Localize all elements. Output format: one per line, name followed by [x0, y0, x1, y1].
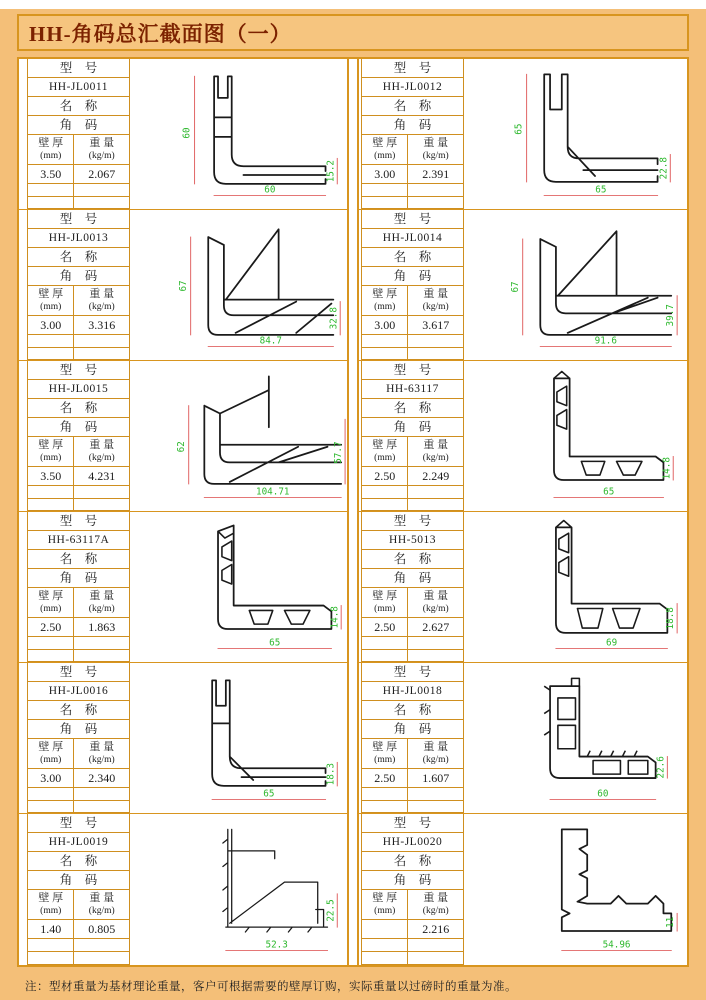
empty-row — [28, 348, 129, 359]
spec-table — [27, 59, 130, 209]
model-value: HH-63117A — [28, 531, 129, 550]
empty-row — [28, 952, 129, 964]
model-value: HH-JL0013 — [28, 229, 129, 248]
dim-bottom: 65 — [603, 486, 615, 498]
values-row — [28, 467, 129, 486]
profile-drawing — [466, 210, 683, 359]
spec-table — [27, 814, 130, 965]
dim-right: 22.8 — [658, 157, 670, 180]
empty-row — [28, 788, 129, 801]
model-header: 型 号 — [362, 59, 463, 78]
name-value: 角 码 — [362, 267, 463, 286]
model-value: HH-JL0012 — [362, 78, 463, 97]
weight-value: 2.391 — [422, 167, 450, 181]
empty-row — [28, 486, 129, 499]
thickness-header: 壁 厚 (mm) — [28, 135, 74, 164]
name-value: 角 码 — [362, 569, 463, 588]
dim-bottom: 65 — [269, 637, 281, 649]
model-value: HH-JL0020 — [362, 833, 463, 852]
profile-cell — [19, 59, 353, 210]
weight-header: 重 量 (kg/m) — [422, 137, 449, 161]
units-row — [28, 739, 129, 769]
top-margin-strip — [0, 0, 706, 9]
values-row — [28, 618, 129, 637]
empty-row — [28, 801, 129, 812]
thickness-header: 壁 厚 (mm) — [28, 588, 74, 617]
model-header: 型 号 — [28, 663, 129, 682]
weight-header: 重 量 (kg/m) — [422, 439, 449, 463]
values-row — [362, 769, 463, 788]
thickness-header: 壁 厚 (mm) — [362, 135, 408, 164]
weight-value: 0.805 — [88, 922, 116, 936]
empty-row — [362, 952, 463, 964]
weight-value: 2.216 — [422, 922, 450, 936]
units-row — [28, 286, 129, 316]
values-row — [362, 920, 463, 939]
empty-row — [28, 637, 129, 650]
model-header: 型 号 — [28, 814, 129, 833]
empty-row — [362, 486, 463, 499]
thickness-header: 壁 厚 (mm) — [28, 286, 74, 315]
weight-header: 重 量 (kg/m) — [422, 892, 449, 916]
dim-left: 67 — [509, 281, 521, 293]
thickness-header: 壁 厚 (mm) — [362, 588, 408, 617]
empty-row — [362, 499, 463, 510]
profile-cell — [353, 663, 687, 814]
weight-header: 重 量 (kg/m) — [88, 439, 115, 463]
model-header: 型 号 — [362, 814, 463, 833]
name-header: 名 称 — [28, 550, 129, 569]
empty-row — [28, 197, 129, 208]
spec-table — [361, 361, 464, 511]
empty-row — [362, 788, 463, 801]
dim-bottom: 52.3 — [265, 939, 288, 951]
thickness-header: 壁 厚 (mm) — [362, 739, 408, 768]
empty-row — [28, 335, 129, 348]
spec-table — [27, 210, 130, 360]
name-header: 名 称 — [362, 248, 463, 267]
dim-right: 15.2 — [325, 159, 337, 183]
empty-row — [362, 801, 463, 812]
profile-cell — [353, 59, 687, 210]
empty-row — [362, 939, 463, 952]
profile-cell — [19, 663, 353, 814]
dim-right: 32.8 — [328, 307, 340, 330]
name-value: 角 码 — [362, 871, 463, 890]
name-value: 角 码 — [28, 267, 129, 286]
weight-header: 重 量 (kg/m) — [88, 288, 115, 312]
footer-note: 注：型材重量为基材理论重量，客户可根据需要的壁厚订购，实际重量以过磅时的重量为准。 — [25, 981, 517, 993]
name-header: 名 称 — [28, 97, 129, 116]
values-row — [28, 165, 129, 184]
profile-drawing — [466, 59, 683, 208]
units-row — [28, 890, 129, 920]
name-value: 角 码 — [28, 720, 129, 739]
model-value: HH-63117 — [362, 380, 463, 399]
dim-right: 14.8 — [661, 457, 673, 480]
thickness-value: 2.50 — [362, 467, 408, 485]
profile-cell — [19, 210, 353, 361]
values-row — [362, 618, 463, 637]
dim-right: 22.6 — [655, 756, 667, 779]
profile-drawing — [466, 814, 683, 963]
weight-header: 重 量 (kg/m) — [422, 741, 449, 765]
empty-row — [362, 637, 463, 650]
model-header: 型 号 — [362, 512, 463, 531]
profile-drawing — [466, 361, 683, 510]
model-value: HH-JL0015 — [28, 380, 129, 399]
weight-value: 3.617 — [422, 318, 450, 332]
profile-drawing — [466, 663, 683, 812]
profile-cell — [19, 814, 353, 965]
thickness-header: 壁 厚 (mm) — [362, 437, 408, 466]
values-row — [28, 769, 129, 788]
model-value: HH-JL0018 — [362, 682, 463, 701]
dim-right: 18.8 — [665, 607, 677, 630]
weight-value: 2.340 — [88, 771, 116, 785]
spec-table — [361, 210, 464, 360]
name-value: 角 码 — [362, 720, 463, 739]
model-header: 型 号 — [362, 361, 463, 380]
dim-bottom: 54.96 — [602, 939, 631, 951]
model-header: 型 号 — [28, 512, 129, 531]
values-row — [28, 316, 129, 335]
model-header: 型 号 — [28, 59, 129, 78]
thickness-value: 2.50 — [28, 618, 74, 636]
spec-table — [27, 663, 130, 813]
model-header: 型 号 — [362, 663, 463, 682]
profile-cell — [353, 361, 687, 512]
thickness-value: 2.50 — [362, 618, 408, 636]
units-row — [28, 437, 129, 467]
model-value: HH-JL0011 — [28, 78, 129, 97]
spec-table — [361, 512, 464, 662]
thickness-header: 壁 厚 (mm) — [28, 739, 74, 768]
model-value: HH-5013 — [362, 531, 463, 550]
dim-right: 22.5 — [325, 899, 337, 922]
page-title: HH-角码总汇截面图（一） — [29, 21, 292, 46]
thickness-header: 壁 厚 (mm) — [362, 286, 408, 315]
thickness-header: 壁 厚 (mm) — [362, 890, 408, 919]
spec-table — [361, 814, 464, 965]
profile-drawing — [466, 512, 683, 661]
profile-drawing — [132, 663, 349, 812]
empty-row — [28, 499, 129, 510]
values-row — [362, 316, 463, 335]
units-row — [28, 588, 129, 618]
name-header: 名 称 — [362, 550, 463, 569]
profile-drawing — [132, 210, 349, 359]
weight-header: 重 量 (kg/m) — [88, 590, 115, 614]
dim-left: 60 — [181, 127, 193, 139]
dim-right: 39.7 — [665, 304, 677, 327]
units-row — [362, 739, 463, 769]
thickness-value: 1.40 — [28, 920, 74, 938]
thickness-value: 3.50 — [28, 165, 74, 183]
model-header: 型 号 — [28, 210, 129, 229]
units-row — [362, 588, 463, 618]
units-row — [28, 135, 129, 165]
units-row — [362, 286, 463, 316]
name-header: 名 称 — [28, 399, 129, 418]
name-value: 角 码 — [362, 116, 463, 135]
profile-cell — [353, 210, 687, 361]
weight-header: 重 量 (kg/m) — [88, 741, 115, 765]
name-value: 角 码 — [362, 418, 463, 437]
dim-right: 57.7 — [333, 441, 345, 464]
name-header: 名 称 — [362, 399, 463, 418]
model-value: HH-JL0014 — [362, 229, 463, 248]
profile-drawing — [132, 361, 349, 510]
weight-header: 重 量 (kg/m) — [422, 590, 449, 614]
weight-value: 2.627 — [422, 620, 450, 634]
weight-header: 重 量 (kg/m) — [422, 288, 449, 312]
profile-cell — [353, 512, 687, 663]
dim-right: 14.8 — [329, 606, 341, 629]
profile-cell — [353, 814, 687, 965]
name-value: 角 码 — [28, 871, 129, 890]
dim-bottom: 65 — [263, 788, 275, 800]
name-header: 名 称 — [28, 701, 129, 720]
name-header: 名 称 — [28, 852, 129, 871]
thickness-value: 2.50 — [362, 769, 408, 787]
empty-row — [362, 184, 463, 197]
model-value: HH-JL0016 — [28, 682, 129, 701]
weight-header: 重 量 (kg/m) — [88, 137, 115, 161]
name-value: 角 码 — [28, 569, 129, 588]
dim-bottom: 104.71 — [256, 486, 290, 498]
empty-row — [362, 650, 463, 661]
weight-header: 重 量 (kg/m) — [88, 892, 115, 916]
units-row — [362, 890, 463, 920]
thickness-value: 3.00 — [362, 316, 408, 334]
dim-left: 62 — [175, 441, 187, 453]
profiles-grid — [17, 57, 689, 967]
empty-row — [28, 650, 129, 661]
model-header: 型 号 — [28, 361, 129, 380]
dim-bottom: 84.7 — [259, 335, 282, 347]
dim-bottom: 65 — [595, 184, 607, 196]
name-header: 名 称 — [362, 701, 463, 720]
thickness-header: 壁 厚 (mm) — [28, 890, 74, 919]
title-bar — [17, 14, 689, 51]
weight-value: 2.249 — [422, 469, 450, 483]
thickness-header: 壁 厚 (mm) — [28, 437, 74, 466]
profile-drawing — [132, 512, 349, 661]
profile-drawing — [132, 59, 349, 208]
values-row — [362, 165, 463, 184]
dim-left: 65 — [513, 123, 525, 135]
units-row — [362, 437, 463, 467]
thickness-value: 3.00 — [28, 316, 74, 334]
thickness-value: 3.50 — [28, 467, 74, 485]
name-header: 名 称 — [362, 852, 463, 871]
empty-row — [362, 197, 463, 208]
spec-table — [27, 512, 130, 662]
weight-value: 1.863 — [88, 620, 116, 634]
name-value: 角 码 — [28, 116, 129, 135]
values-row — [28, 920, 129, 939]
name-value: 角 码 — [28, 418, 129, 437]
model-value: HH-JL0019 — [28, 833, 129, 852]
dim-bottom: 91.6 — [594, 335, 617, 347]
empty-row — [362, 335, 463, 348]
dim-bottom: 69 — [606, 637, 618, 649]
weight-value: 2.067 — [88, 167, 116, 181]
units-row — [362, 135, 463, 165]
spec-table — [361, 59, 464, 209]
weight-value: 4.231 — [88, 469, 116, 483]
dim-left: 67 — [177, 280, 189, 292]
empty-row — [362, 348, 463, 359]
dim-bottom: 60 — [264, 184, 276, 196]
thickness-value: 3.00 — [28, 769, 74, 787]
weight-value: 1.607 — [422, 771, 450, 785]
spec-table — [361, 663, 464, 813]
thickness-value: 3.00 — [362, 165, 408, 183]
name-header: 名 称 — [362, 97, 463, 116]
profile-drawing — [132, 814, 349, 963]
empty-row — [28, 184, 129, 197]
dim-bottom: 60 — [597, 788, 609, 800]
dim-right: 18.3 — [325, 762, 337, 786]
thickness-value — [362, 920, 408, 938]
name-header: 名 称 — [28, 248, 129, 267]
profile-cell — [19, 361, 353, 512]
profile-cell — [19, 512, 353, 663]
dim-right: 11 — [665, 916, 677, 928]
spec-table — [27, 361, 130, 511]
weight-value: 3.316 — [88, 318, 116, 332]
empty-row — [28, 939, 129, 952]
values-row — [362, 467, 463, 486]
model-header: 型 号 — [362, 210, 463, 229]
